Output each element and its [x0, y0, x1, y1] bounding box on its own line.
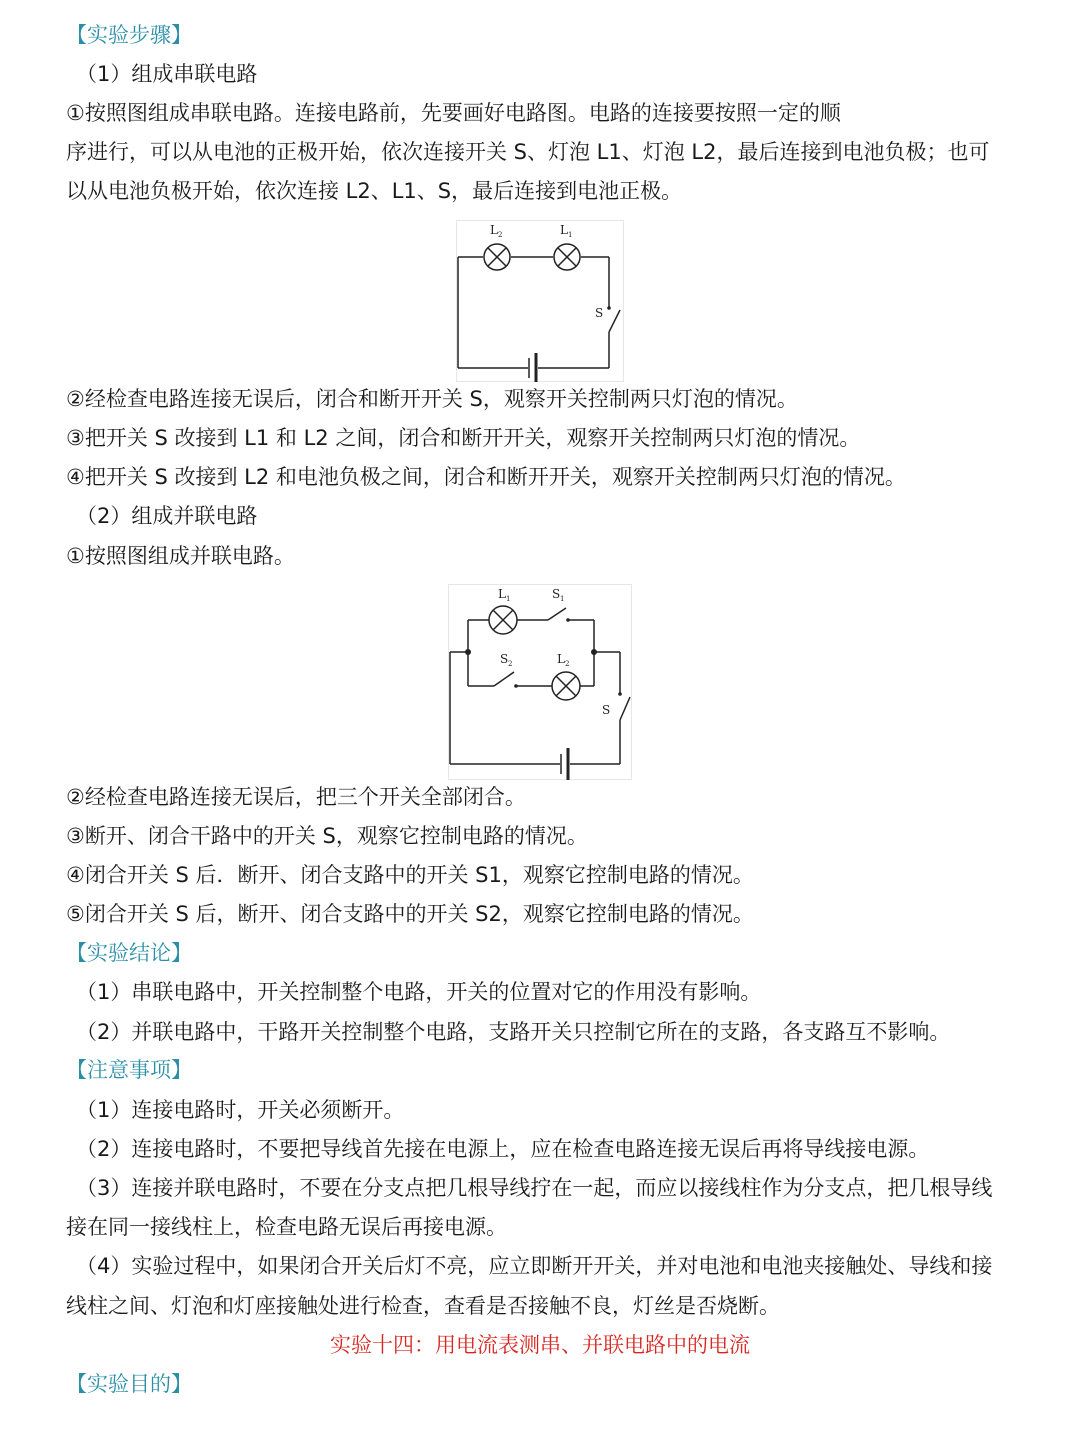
series-paragraph-1-line-2: 序进行，可以从电池的正极开始，依次连接开关 S、灯泡 L1、灯泡 L2，最后连接到电池负极；也可	[66, 140, 990, 164]
label-l1-sub: 1	[506, 595, 511, 603]
parallel-paragraph-4: ④闭合开关 S 后．断开、闭合支路中的开关 S1，观察它控制电路的情况。	[66, 863, 754, 887]
parallel-paragraph-2: ②经检查电路连接无误后，把三个开关全部闭合。	[66, 785, 526, 809]
parallel-paragraph-5: ⑤闭合开关 S 后，断开、闭合支路中的开关 S2，观察它控制电路的情况。	[66, 902, 754, 926]
lamp-l1-symbol	[489, 606, 517, 634]
parallel-paragraph-3: ③断开、闭合干路中的开关 S，观察它控制电路的情况。	[66, 824, 588, 848]
series-circuit-diagram	[456, 220, 624, 382]
label-l2: L	[557, 652, 565, 666]
parallel-paragraph-1: ①按照图组成并联电路。	[66, 544, 295, 568]
notes-item-3-line-2: 接在同一接线柱上，检查电路无误后再接电源。	[66, 1215, 507, 1239]
lamp-l1-symbol	[554, 244, 580, 270]
series-paragraph-4: ④把开关 S 改接到 L2 和电池负极之间，闭合和断开开关，观察开关控制两只灯泡的情况。	[66, 465, 906, 489]
label-l2-sub: 2	[565, 660, 570, 668]
label-s1-sub: 1	[560, 595, 565, 603]
series-paragraph-1-line-3: 以从电池负极开始，依次连接 L2、L1、S，最后连接到电池正极。	[66, 179, 683, 203]
conclusion-heading: 【实验结论】	[66, 941, 192, 965]
notes-item-3-line-1: （3）连接并联电路时，不要在分支点把几根导线拧在一起，而应以接线柱作为分支点，把几根导线	[76, 1176, 993, 1200]
label-l2: L	[490, 223, 498, 237]
series-paragraph-2: ②经检查电路连接无误后，闭合和断开开关 S，观察开关控制两只灯泡的情况。	[66, 387, 798, 411]
series-paragraph-1-line-1: ①按照图组成串联电路。连接电路前，先要画好电路图。电路的连接要按照一定的顺	[66, 101, 841, 125]
label-s2: S	[500, 652, 509, 666]
label-s: S	[602, 703, 611, 717]
lamp-l2-symbol	[484, 244, 510, 270]
next-experiment-title: 实验十四：用电流表测串、并联电路中的电流	[330, 1333, 750, 1357]
notes-item-2: （2）连接电路时，不要把导线首先接在电源上，应在检查电路连接无误后再将导线接电源。	[76, 1137, 930, 1161]
label-s: S	[595, 306, 604, 320]
label-l2-sub: 2	[498, 231, 503, 239]
notes-item-1: （1）连接电路时，开关必须断开。	[76, 1098, 405, 1122]
notes-item-4-line-1: （4）实验过程中，如果闭合开关后灯不亮，应立即断开开关，并对电池和电池夹接触处、导线和接	[76, 1254, 993, 1278]
parallel-title: （2）组成并联电路	[76, 504, 258, 528]
series-paragraph-3: ③把开关 S 改接到 L1 和 L2 之间，闭合和断开开关，观察开关控制两只灯泡的情况。	[66, 426, 861, 450]
steps-heading: 【实验步骤】	[66, 23, 192, 47]
parallel-circuit-diagram	[448, 584, 632, 780]
label-l1-sub: 1	[568, 231, 573, 239]
purpose-heading: 【实验目的】	[66, 1372, 192, 1396]
notes-heading: 【注意事项】	[66, 1058, 192, 1082]
conclusion-item-2: （2）并联电路中，干路开关控制整个电路，支路开关只控制它所在的支路，各支路互不影响。	[76, 1020, 951, 1044]
label-l1: L	[498, 587, 506, 601]
label-l1: L	[560, 223, 568, 237]
label-s1: S	[552, 587, 561, 601]
lamp-l2-symbol	[552, 672, 580, 700]
series-title: （1）组成串联电路	[76, 62, 258, 86]
label-s2-sub: 2	[508, 660, 513, 668]
conclusion-item-1: （1）串联电路中，开关控制整个电路，开关的位置对它的作用没有影响。	[76, 980, 762, 1004]
notes-item-4-line-2: 线柱之间、灯泡和灯座接触处进行检查，查看是否接触不良，灯丝是否烧断。	[66, 1294, 780, 1318]
